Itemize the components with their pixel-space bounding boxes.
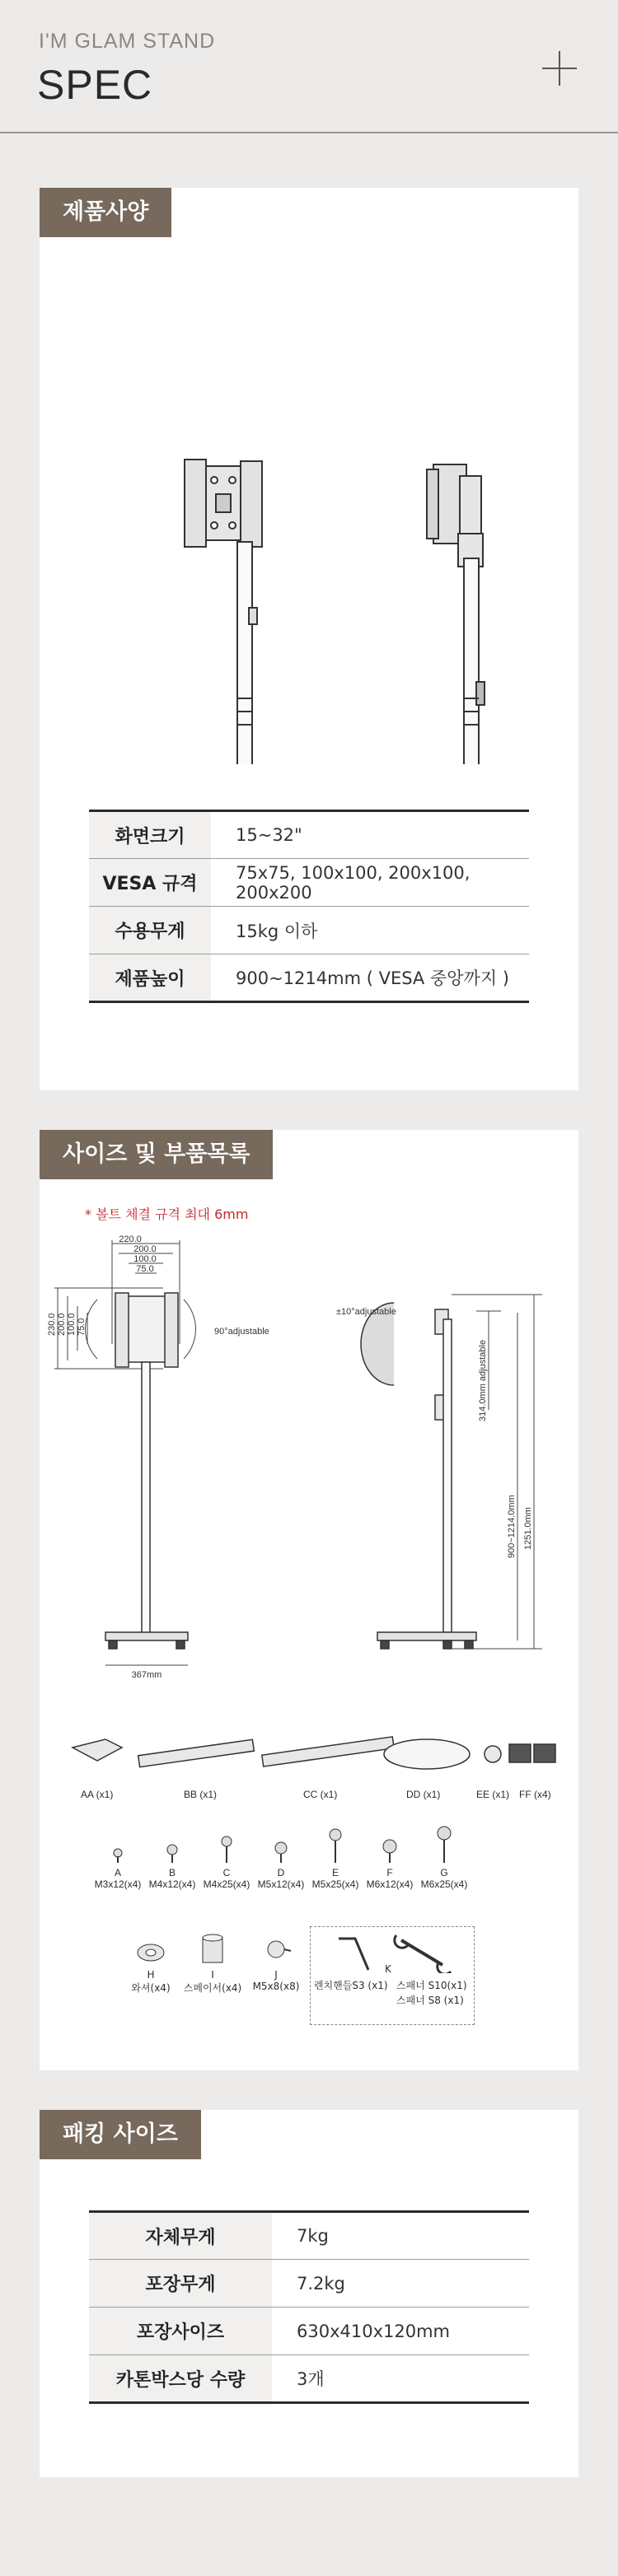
bolt-spec: M4x25(x4): [203, 1878, 250, 1890]
dim-w100: 100.0: [133, 1254, 157, 1264]
part-label: FF (x4): [519, 1789, 551, 1800]
packing-value: 7.2kg: [297, 2273, 345, 2294]
dim-h230: 230.0: [47, 1313, 57, 1336]
spec-value: 75x75, 100x100, 200x100, 200x200: [236, 862, 471, 903]
packing-value: 3개: [297, 2369, 325, 2389]
section-tag-spec: 제품사양: [40, 188, 171, 237]
extras-row: [122, 1933, 534, 2032]
bolt-icon: [164, 1822, 180, 1863]
dim-w220: 220.0: [119, 1234, 142, 1244]
spec-value: 900~1214mm ( VESA 중앙까지 ): [236, 968, 509, 988]
spec-value: 15kg 이하: [236, 921, 318, 941]
part-label: BB (x1): [184, 1789, 218, 1800]
dim-h-total: 1251.0mm: [523, 1507, 533, 1550]
table-row: [89, 2308, 529, 2355]
dimension-drawing: [40, 1220, 578, 1682]
bolt-icon: [436, 1822, 452, 1863]
extra-letter: J: [274, 1969, 278, 1981]
tilt-label: ±10°adjustable: [336, 1307, 396, 1317]
dim-adj: 314.0mm adjustable: [478, 1339, 488, 1421]
bolt-note: * 볼트 체결 규격 최대 6mm: [85, 1206, 249, 1222]
extra-spec: M5x8(x8): [252, 1981, 300, 1992]
dim-w200: 200.0: [133, 1244, 157, 1254]
dim-w75: 75.0: [136, 1264, 154, 1274]
packing-label: 포장사이즈: [89, 2308, 272, 2355]
tool-label-hex: 렌치핸들S3 (x1): [314, 1980, 388, 1991]
extra-letter: K: [385, 1963, 391, 1975]
bolt-spec: M5x25(x4): [311, 1878, 359, 1890]
spec-table: [89, 810, 529, 1003]
bolts-row: [89, 1822, 550, 1912]
dim-base: 367mm: [131, 1670, 162, 1680]
bolt-letter: C: [222, 1867, 231, 1878]
dim-h200: 200.0: [57, 1313, 67, 1336]
bolt-icon: [218, 1822, 235, 1863]
table-row: [89, 811, 529, 859]
bolt-spec: M4x12(x4): [148, 1878, 196, 1890]
extra-item-screw: [247, 1933, 305, 1992]
bolt-item: [361, 1822, 419, 1890]
spec-label: VESA 규격: [89, 859, 211, 907]
bolt-item: [143, 1822, 201, 1890]
packing-value: 7kg: [297, 2226, 329, 2246]
packing-card: [40, 2110, 578, 2477]
spec-label: 제품높이: [89, 954, 211, 1002]
section-tag-packing: 패킹 사이즈: [40, 2110, 201, 2159]
bolt-spec: M6x12(x4): [366, 1878, 414, 1890]
bolt-icon: [327, 1822, 344, 1863]
page-header: [0, 0, 618, 133]
bolt-icon: [382, 1822, 398, 1863]
page-title: SPEC: [37, 62, 153, 108]
extra-item-spacer: [180, 1933, 246, 1995]
table-row: [89, 907, 529, 954]
bolt-item: [415, 1822, 473, 1890]
spanner-icon: [393, 1932, 459, 1973]
extra-letter: H: [147, 1969, 155, 1981]
bolt-letter: D: [277, 1867, 285, 1878]
spec-label: 화면크기: [89, 811, 211, 859]
extra-item-washer: [122, 1933, 180, 1995]
bolt-spec: M3x12(x4): [94, 1878, 142, 1890]
packing-value: 630x410x120mm: [297, 2321, 451, 2341]
plus-icon[interactable]: [542, 51, 577, 86]
spacer-icon: [196, 1933, 229, 1966]
bolt-icon: [273, 1822, 289, 1863]
part-label: EE (x1): [476, 1789, 510, 1800]
part-label: CC (x1): [303, 1789, 338, 1800]
table-row: [89, 954, 529, 1002]
bolt-item: [307, 1822, 364, 1890]
bolt-icon: [110, 1822, 126, 1863]
bolt-letter: A: [114, 1867, 121, 1878]
spec-card: [40, 188, 578, 1090]
bolt-item: [89, 1822, 147, 1890]
extra-spec: 스페이서(x4): [183, 1982, 242, 1994]
part-label: DD (x1): [406, 1789, 441, 1800]
packing-label: 자체무게: [89, 2212, 272, 2260]
table-row: [89, 2260, 529, 2308]
packing-table: [89, 2210, 529, 2404]
table-row: [89, 2212, 529, 2260]
bolt-letter: E: [331, 1867, 339, 1878]
hex-wrench-icon: [330, 1934, 380, 1975]
packing-label: 카톤박스당 수량: [89, 2355, 272, 2403]
dim-h-range: 900~1214.0mm: [507, 1495, 517, 1558]
bolt-letter: F: [386, 1867, 393, 1878]
section-tag-size: 사이즈 및 부품목록: [40, 1130, 273, 1179]
extra-letter: I: [211, 1969, 214, 1981]
bolt-spec: M5x12(x4): [257, 1878, 305, 1890]
screw-icon: [260, 1933, 293, 1966]
bolt-letter: B: [168, 1867, 176, 1878]
spec-label: 수용무게: [89, 907, 211, 954]
extra-spec: 와셔(x4): [131, 1982, 171, 1994]
parts-drawing: [40, 1723, 578, 1789]
bolt-letter: G: [440, 1867, 448, 1878]
dim-h100: 100.0: [67, 1313, 77, 1336]
part-label: AA (x1): [81, 1789, 114, 1800]
dim-h75: 75.0: [77, 1318, 87, 1336]
washer-icon: [134, 1933, 167, 1966]
packing-label: 포장무게: [89, 2260, 272, 2308]
product-front-illustration: [40, 254, 578, 764]
bolt-spec: M6x25(x4): [420, 1878, 468, 1890]
size-card: [40, 1130, 578, 2070]
table-row: [89, 859, 529, 907]
brand-label: I'M GLAM STAND: [39, 30, 216, 53]
rotate-label: 90°adjustable: [214, 1327, 269, 1337]
tool-label-s8: 스패너 S8 (x1): [396, 1995, 464, 2006]
bolt-item: [198, 1822, 255, 1890]
table-row: [89, 2355, 529, 2403]
tool-label-s10: 스패너 S10(x1): [396, 1980, 467, 1991]
parts-labels: [40, 1789, 578, 1805]
tools-box: [310, 1926, 475, 2025]
spec-value: 15~32": [236, 825, 302, 845]
bolt-item: [252, 1822, 310, 1890]
